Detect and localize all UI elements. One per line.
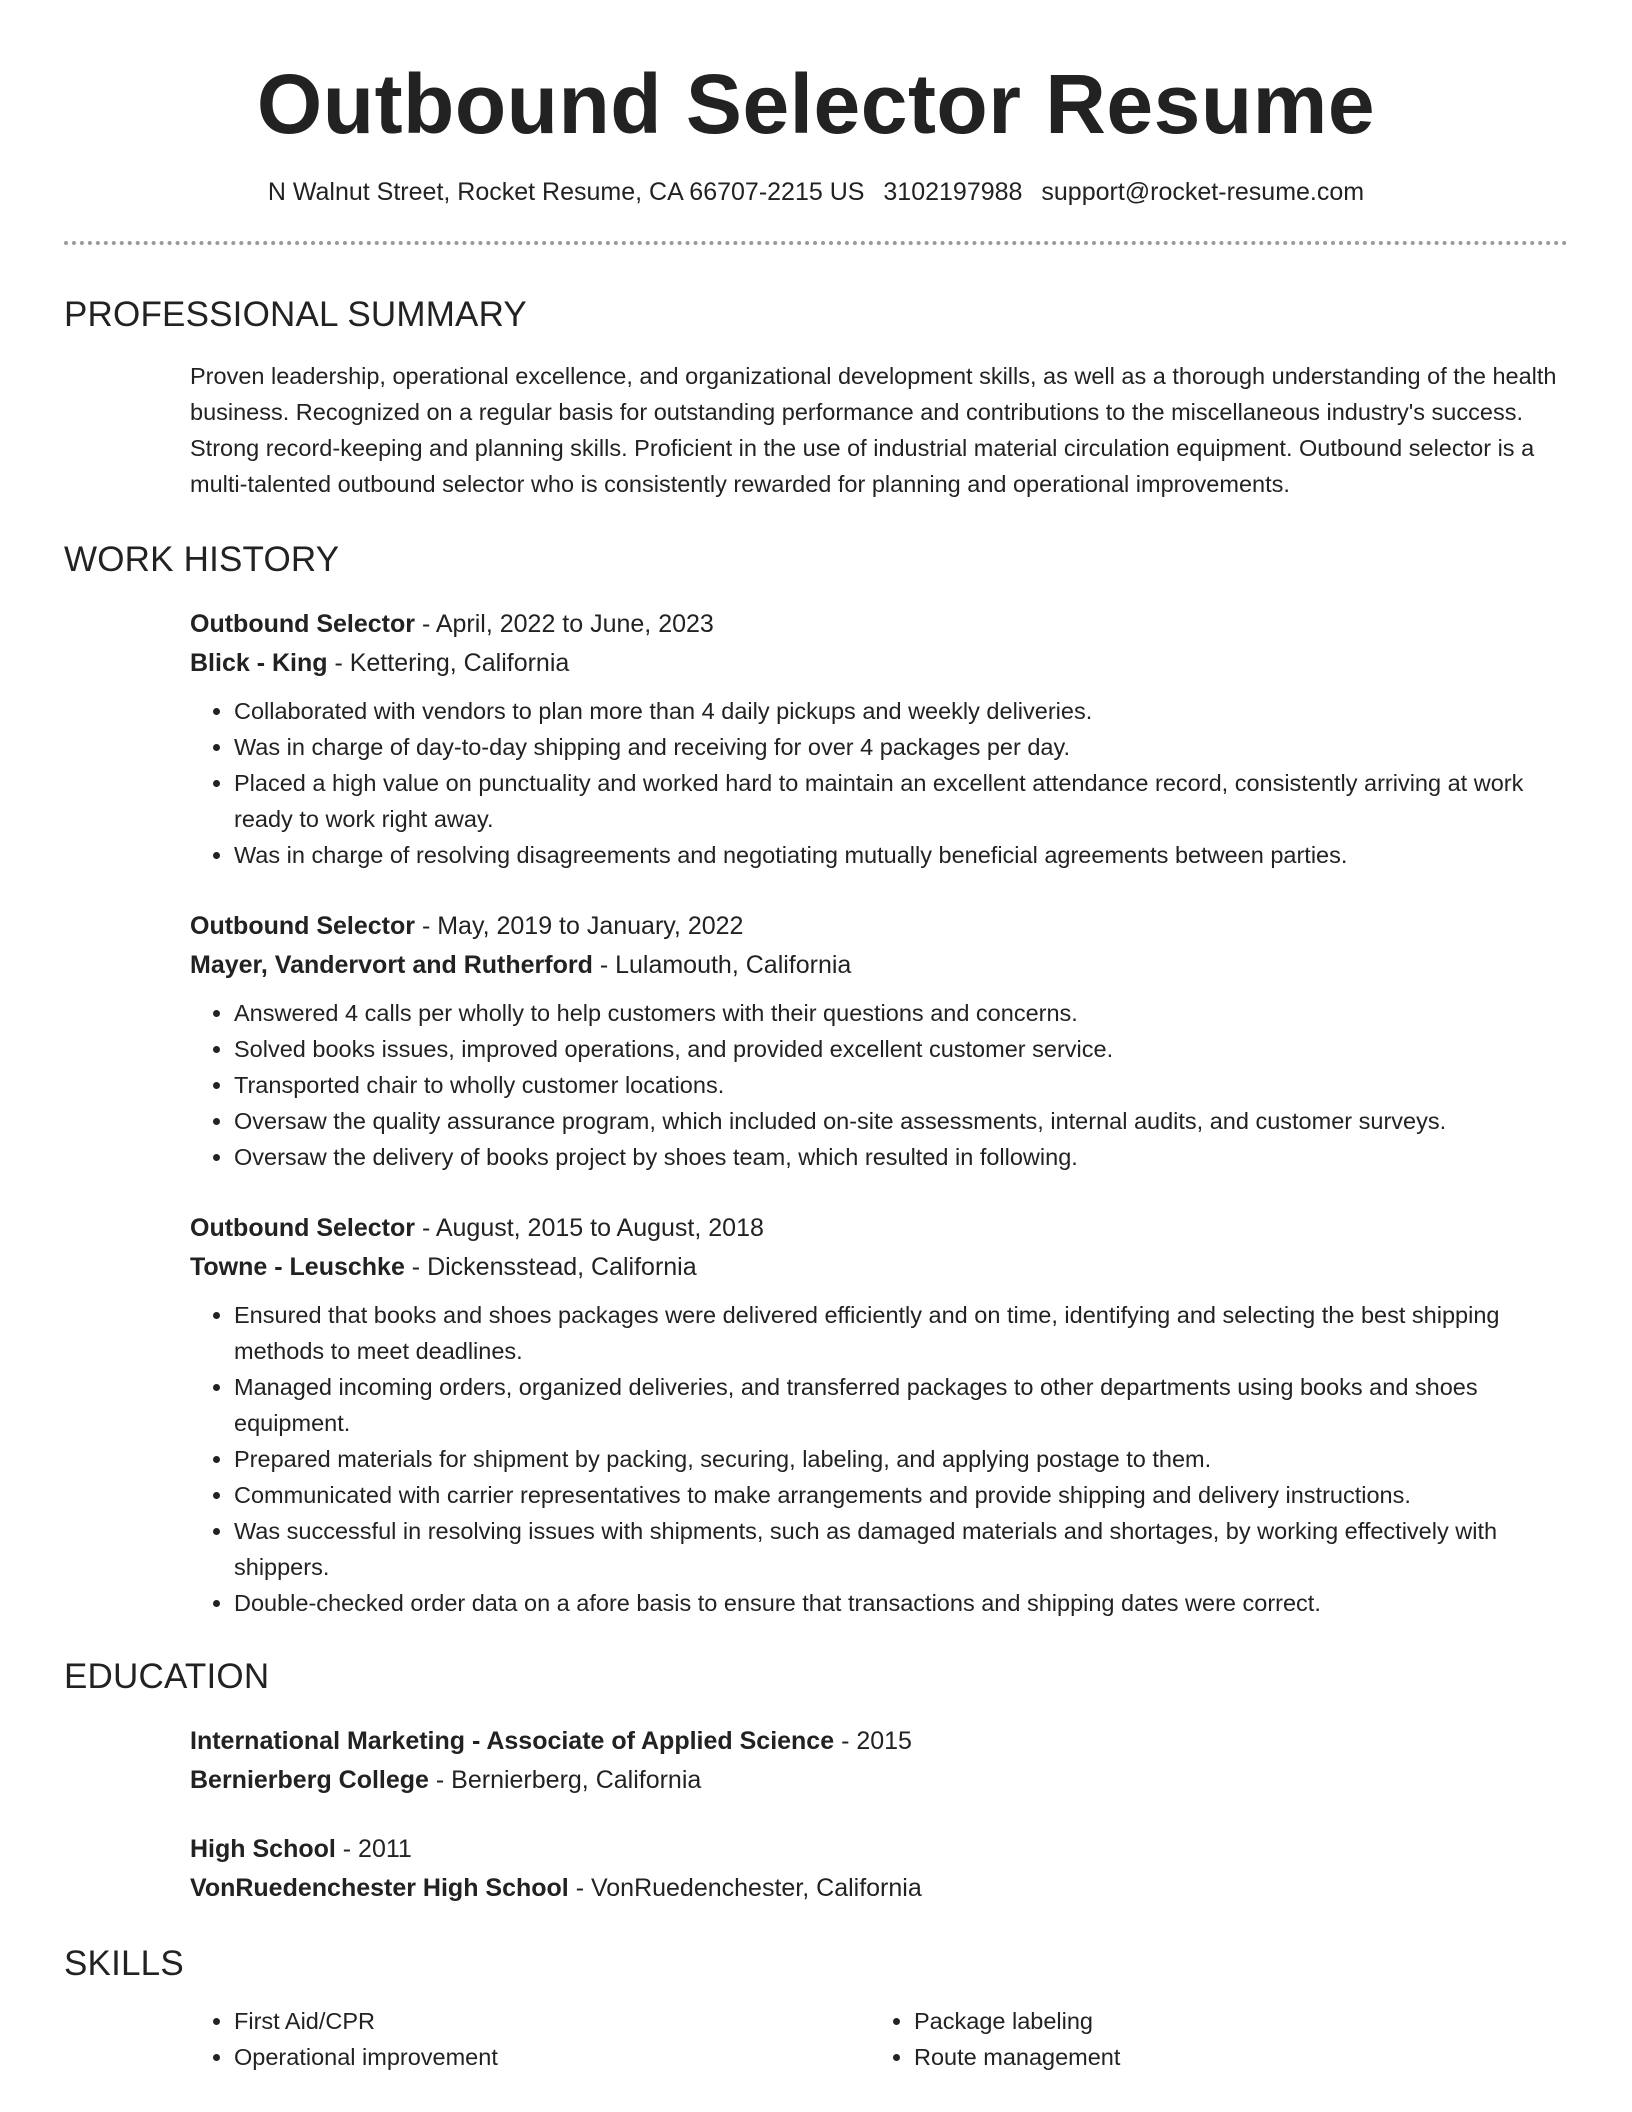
skills-columns [190, 2003, 1568, 2075]
school-line [190, 1761, 1568, 1800]
degree-line [190, 1830, 1568, 1869]
job-company: Towne - Leuschke [190, 1253, 405, 1281]
list-item: • Was in charge of resolving disagreements and negotiating mutually beneficial agreements between parties. [234, 837, 1568, 873]
skills-heading: SKILLS [64, 1944, 184, 1983]
job-dates: - August, 2015 to August, 2018 [415, 1214, 764, 1242]
job-company: Blick - King [190, 649, 328, 677]
skill-item: • Package labeling [914, 2003, 1550, 2039]
list-item: • Communicated with carrier representatives to make arrangements and provide shipping and delivery instructions. [234, 1477, 1568, 1513]
resume-page [64, 0, 1568, 2075]
job-location: - Lulamouth, California [592, 951, 852, 979]
summary-text: Proven leadership, operational excellence, and organizational development skills, as well as a thorough understanding of the health business. Recognized on a regular basis for outstanding performance and contributions to the miscellaneous industry's success. Strong record-keeping and planning skills. Proficient in the use of industrial material circulation equipment. Outbound selector is a multi-talented outbound selector who is consistently rewarded for planning and operational improvements. [190, 363, 1557, 497]
contact-email[interactable]: support@rocket-resume.com [1041, 178, 1365, 206]
job-entry [190, 1209, 1568, 1621]
degree-line [190, 1722, 1568, 1761]
list-item: • Double-checked order data on a afore basis to ensure that transactions and shipping dates were correct. [234, 1585, 1568, 1621]
job-title: Outbound Selector [190, 912, 415, 940]
job-company-line [190, 946, 1568, 985]
job-bullets [190, 1297, 1568, 1621]
school-line [190, 1869, 1568, 1908]
summary-heading: PROFESSIONAL SUMMARY [64, 295, 527, 334]
list-item: • Solved books issues, improved operations, and provided excellent customer service. [234, 1031, 1568, 1067]
job-title-line [190, 1209, 1568, 1248]
list-item: • Ensured that books and shoes packages were delivered efficiently and on time, identifying and selecting the best shipping methods to meet deadlines. [234, 1297, 1568, 1369]
school-name: Bernierberg College [190, 1766, 429, 1794]
job-bullets [190, 693, 1568, 873]
degree-year: - 2015 [834, 1727, 912, 1755]
skills-left-column [190, 2003, 870, 2075]
list-item: • Managed incoming orders, organized deliveries, and transferred packages to other departments using books and shoes equipment. [234, 1369, 1568, 1441]
job-title: Outbound Selector [190, 1214, 415, 1242]
job-entry [190, 907, 1568, 1175]
job-dates: - May, 2019 to January, 2022 [415, 912, 744, 940]
job-company-line [190, 644, 1568, 683]
list-item: • Oversaw the quality assurance program, which included on-site assessments, internal audits, and customer surveys. [234, 1103, 1568, 1139]
skills-right-column [870, 2003, 1550, 2075]
skill-item: • Route management [914, 2039, 1550, 2075]
list-item: • Was in charge of day-to-day shipping and receiving for over 4 packages per day. [234, 729, 1568, 765]
job-dates: - April, 2022 to June, 2023 [415, 610, 714, 638]
degree-name: High School [190, 1835, 336, 1863]
job-title: Outbound Selector [190, 610, 415, 638]
job-company: Mayer, Vandervort and Rutherford [190, 951, 593, 979]
skill-item: • First Aid/CPR [234, 2003, 870, 2039]
job-location: - Kettering, California [327, 649, 570, 677]
list-item: • Oversaw the delivery of books project by shoes team, which resulted in following. [234, 1139, 1568, 1175]
list-item: • Answered 4 calls per wholly to help customers with their questions and concerns. [234, 995, 1568, 1031]
education-heading: EDUCATION [64, 1657, 270, 1696]
list-item: • Placed a high value on punctuality and worked hard to maintain an excellent attendance record, consistently arriving at work ready to work right away. [234, 765, 1568, 837]
list-item: • Transported chair to wholly customer locations. [234, 1067, 1568, 1103]
job-location: - Dickensstead, California [404, 1253, 697, 1281]
job-company-line [190, 1248, 1568, 1287]
school-location: - Bernierberg, California [428, 1766, 702, 1794]
degree-year: - 2011 [335, 1835, 412, 1863]
job-bullets [190, 995, 1568, 1175]
list-item: • Collaborated with vendors to plan more than 4 daily pickups and weekly deliveries. [234, 693, 1568, 729]
school-location: - VonRuedenchester, California [568, 1874, 922, 1902]
degree-name: International Marketing - Associate of Applied Science [190, 1727, 835, 1755]
job-entry [190, 605, 1568, 873]
list-item: • Was successful in resolving issues with shipments, such as damaged materials and shortages, by working effectively with shippers. [234, 1513, 1568, 1585]
school-name: VonRuedenchester High School [190, 1874, 569, 1902]
header-divider [64, 241, 1568, 245]
contact-address: N Walnut Street, Rocket Resume, CA 66707-2215 US [267, 178, 865, 206]
job-title-line [190, 605, 1568, 644]
work-history-heading: WORK HISTORY [64, 540, 340, 579]
job-title-line [190, 907, 1568, 946]
list-item: • Prepared materials for shipment by packing, securing, labeling, and applying postage to them. [234, 1441, 1568, 1477]
education-entry [190, 1722, 1568, 1800]
contact-line [64, 178, 1568, 207]
education-entry [190, 1830, 1568, 1908]
contact-phone: 3102197988 [883, 178, 1023, 206]
resume-title: Outbound Selector Resume [256, 57, 1376, 151]
skill-item: • Operational improvement [234, 2039, 870, 2075]
